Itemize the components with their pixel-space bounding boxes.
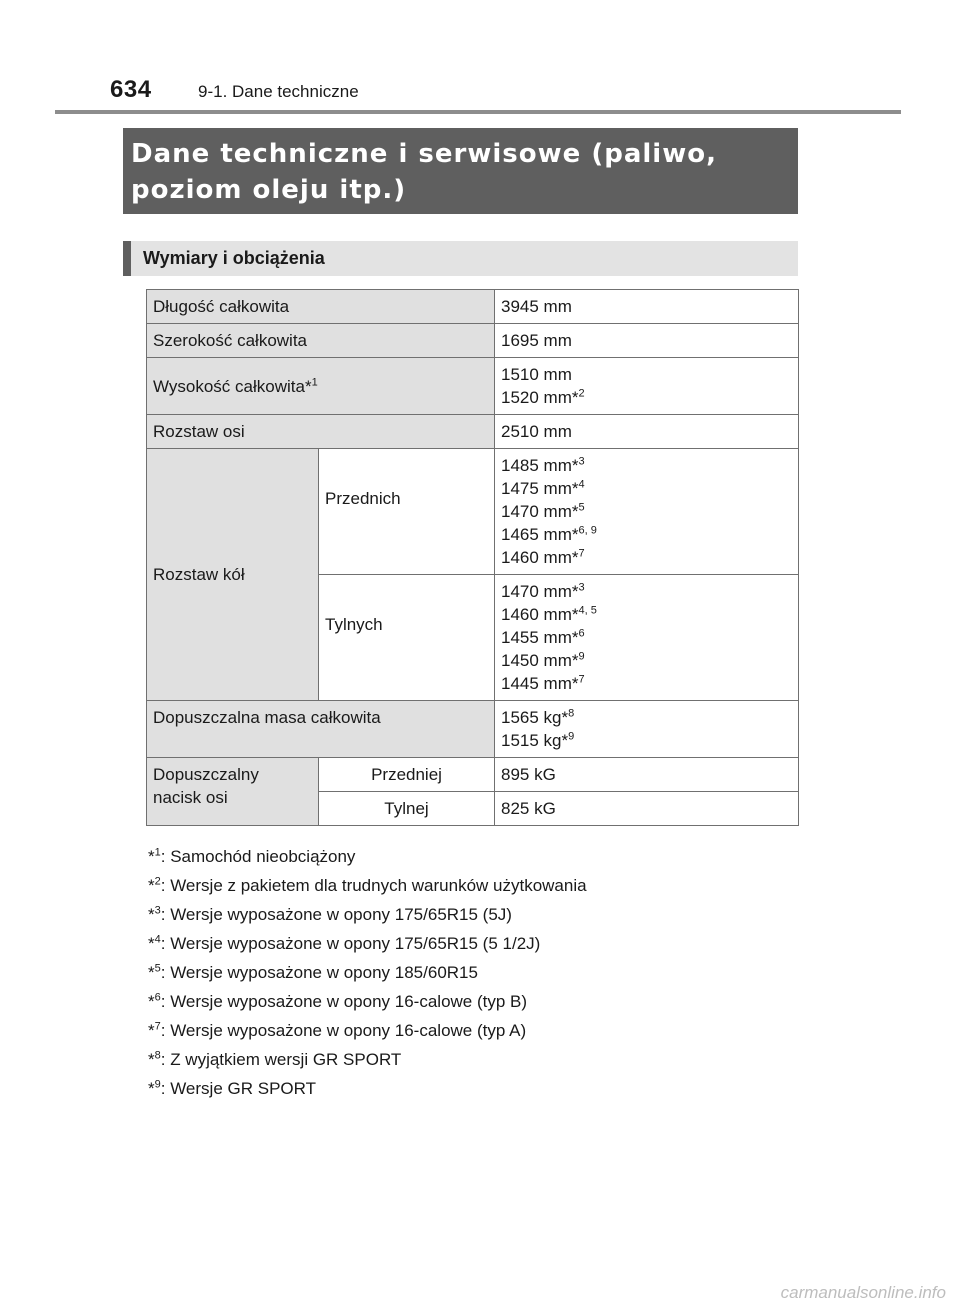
footnotes (148, 842, 587, 1103)
row-label: Dopuszczalna masa całkowita (147, 701, 495, 758)
section-label: 9-1. Dane techniczne (198, 82, 359, 101)
table-row-track-front (147, 449, 799, 575)
footnote-ref: 1 (311, 375, 318, 388)
footnote-item: *$^7$: Wersje wyposażone w opony 16-calowe (typ A) (148, 1020, 527, 1040)
footnote-ref: 2 (578, 387, 585, 400)
footnote-ref: 4 (578, 478, 585, 491)
watermark: carmanualsonline.info (780, 1283, 946, 1302)
footnote-item: *$^8$: Z wyjątkiem wersji GR SPORT (148, 1049, 402, 1069)
value-line: 1450 mm*$^9$ (501, 650, 585, 670)
row-label: Dopuszczalny (153, 765, 259, 784)
row-value: 895 kG (495, 758, 799, 792)
section-subtitle: Wymiary i obciążenia (123, 241, 798, 276)
row-label: Szerokość całkowita (147, 324, 495, 358)
table-row-axle-front (147, 758, 799, 792)
table-row-width (147, 324, 799, 358)
row-label: nacisk osi (153, 788, 228, 807)
value-line: 1455 mm*$^6$ (501, 627, 585, 647)
value-list (495, 575, 799, 701)
footnote-number: 9 (154, 1078, 161, 1091)
footnote-ref: 5 (578, 501, 585, 514)
value-line: 1510 mm (501, 365, 572, 384)
sub-label: Przednich (319, 449, 495, 575)
table-row-gvw (147, 701, 799, 758)
value-line: 1465 mm*$^{6, 9}$ (501, 524, 597, 544)
page-number: 634 (110, 76, 152, 103)
footnote-text: : Wersje wyposażone w opony 175/65R15 (5 1/2J) (160, 934, 541, 953)
row-value-cell (495, 358, 799, 415)
footnote-ref: 3 (578, 455, 585, 468)
dimensions-table (146, 289, 799, 826)
row-label: Rozstaw kół (147, 449, 319, 701)
footnote-number: 5 (154, 962, 161, 975)
footnote-item: *$^3$: Wersje wyposażone w opony 175/65R15 (5J) (148, 904, 512, 924)
value-line: 1460 mm*$^7$ (501, 547, 585, 567)
footnote-ref: 7 (578, 547, 585, 560)
value-line: 1445 mm*$^7$ (501, 673, 585, 693)
footnote-text: : Wersje z pakietem dla trudnych warunków użytkowania (160, 876, 587, 895)
footnote-number: 1 (154, 846, 161, 859)
row-label-cell (147, 758, 319, 826)
footnote-number: 4 (154, 933, 161, 946)
footnote-ref: 6 (578, 627, 585, 640)
value-line: 1475 mm*$^4$ (501, 478, 585, 498)
table-row-length (147, 290, 799, 324)
value-line: 1520 mm*$^2$ (501, 387, 585, 407)
sub-label: Tylnych (319, 575, 495, 701)
page-title (123, 128, 798, 214)
footnote-text: : Wersje wyposażone w opony 16-calowe (typ B) (160, 992, 528, 1011)
footnote-item: *$^1$: Samochód nieobciążony (148, 846, 356, 866)
value-line: 1515 kg*$^9$ (501, 730, 575, 750)
table-row-height (147, 358, 799, 415)
footnote-ref: 9 (578, 650, 585, 663)
footnote-number: 2 (154, 875, 161, 888)
footnote-ref: 6, 9 (578, 524, 597, 537)
row-value: 3945 mm (495, 290, 799, 324)
header-rule (55, 110, 901, 114)
footnote-number: 6 (154, 991, 161, 1004)
value-list (495, 449, 799, 575)
footnote-item: *$^2$: Wersje z pakietem dla trudnych warunków użytkowania (148, 875, 587, 895)
footnote-text: : Wersje wyposażone w opony 16-calowe (typ A) (160, 1021, 527, 1040)
row-label-cell (147, 358, 495, 415)
row-value: 825 kG (495, 792, 799, 826)
page-title-line-2: poziom oleju itp.) (131, 175, 407, 205)
footnote-text: : Wersje GR SPORT (160, 1079, 316, 1098)
value-line: 1470 mm*$^3$ (501, 581, 585, 601)
footnote-ref: 4, 5 (578, 604, 597, 617)
footnote-item: *$^5$: Wersje wyposażone w opony 185/60R15 (148, 962, 478, 982)
row-value: 2510 mm (495, 415, 799, 449)
footnote-number: 3 (154, 904, 161, 917)
row-label: Wysokość całkowita* (153, 376, 312, 396)
footnote-text: : Z wyjątkiem wersji GR SPORT (160, 1050, 402, 1069)
table-row-wheelbase (147, 415, 799, 449)
value-line: 1460 mm*$^{4, 5}$ (501, 604, 597, 624)
page-title-line-1: Dane techniczne i serwisowe (paliwo, (131, 139, 717, 169)
footnote-number: 8 (154, 1049, 161, 1062)
row-value: 1695 mm (495, 324, 799, 358)
footnote-text: : Wersje wyposażone w opony 175/65R15 (5J) (160, 905, 512, 924)
footnote-item: *$^9$: Wersje GR SPORT (148, 1078, 316, 1098)
value-line: 1565 kg*$^8$ (501, 707, 575, 727)
footnote-text: : Samochód nieobciążony (160, 847, 356, 866)
footnote-number: 7 (154, 1020, 161, 1033)
row-value-cell (495, 701, 799, 758)
row-label: Długość całkowita (147, 290, 495, 324)
footnote-ref: 7 (578, 673, 585, 686)
footnote-ref: 8 (568, 707, 575, 720)
sub-label: Przedniej (319, 758, 495, 792)
footnote-item: *$^6$: Wersje wyposażone w opony 16-calowe (typ B) (148, 991, 528, 1011)
footnote-ref: 3 (578, 581, 585, 594)
footnote-ref: 9 (568, 730, 575, 743)
value-line: 1485 mm*$^3$ (501, 455, 585, 475)
row-label: Rozstaw osi (147, 415, 495, 449)
footnote-item: *$^4$: Wersje wyposażone w opony 175/65R15 (5 1/2J) (148, 933, 541, 953)
footnote-text: : Wersje wyposażone w opony 185/60R15 (160, 963, 478, 982)
value-line: 1470 mm*$^5$ (501, 501, 585, 521)
sub-label: Tylnej (319, 792, 495, 826)
